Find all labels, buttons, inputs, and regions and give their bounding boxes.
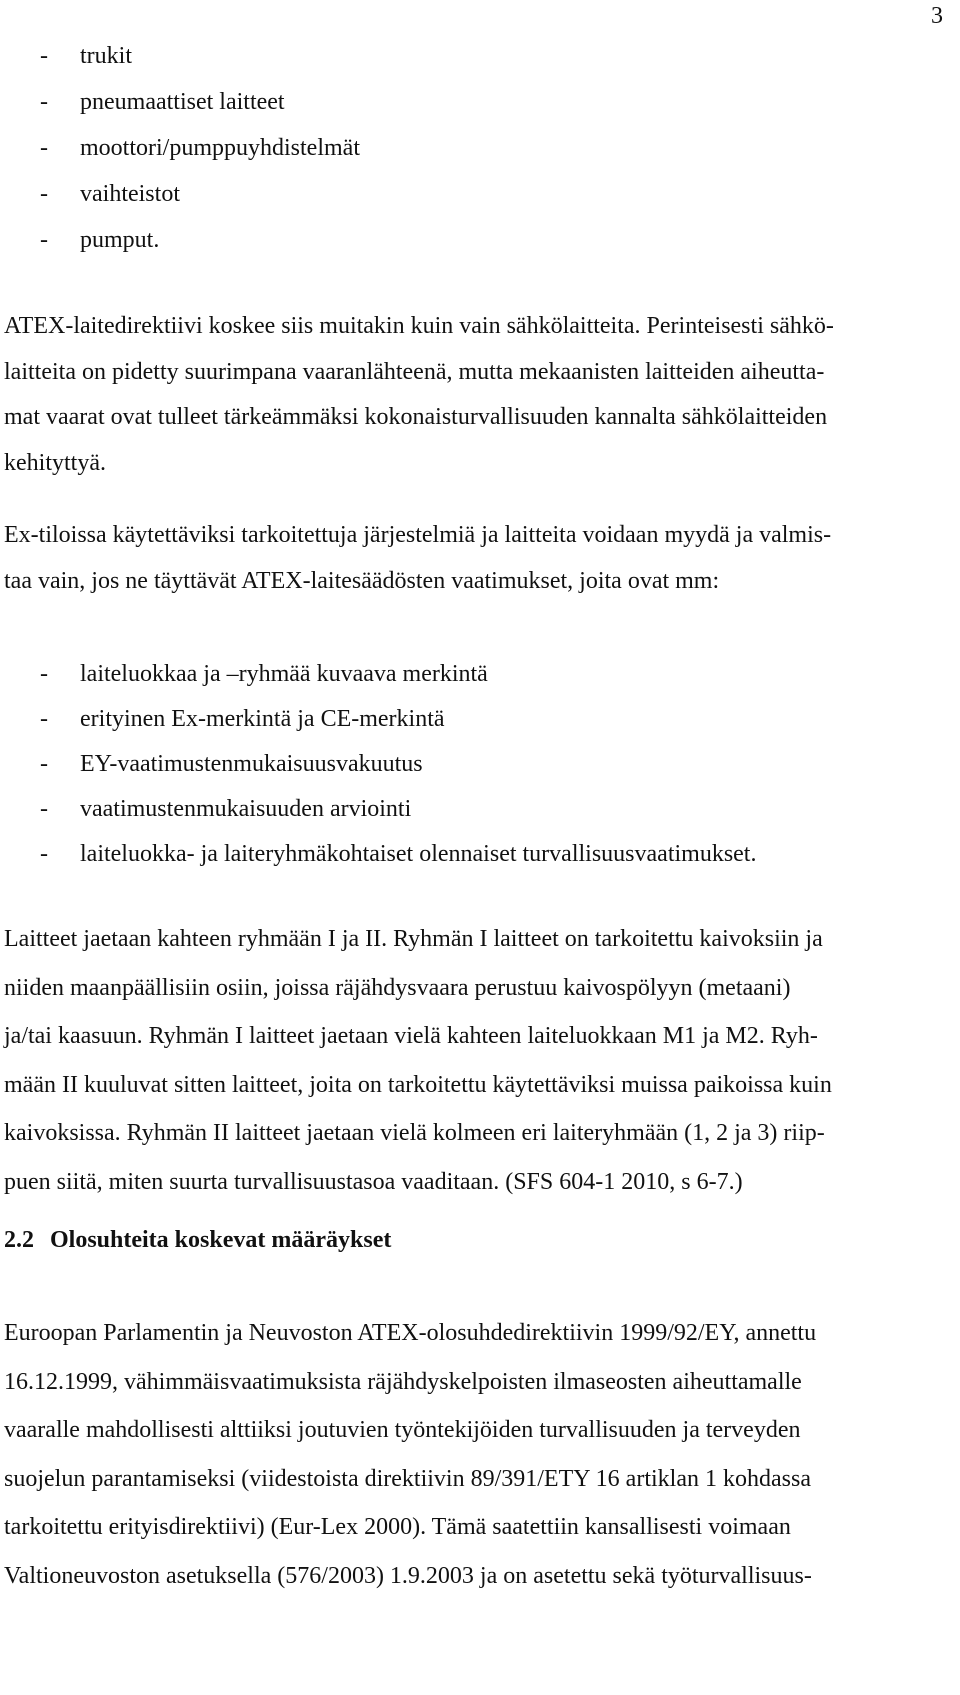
section-number: 2.2 xyxy=(4,1227,34,1253)
list-dash: - xyxy=(40,751,48,777)
list-item-text: EY-vaatimustenmukaisuusvakuutus xyxy=(80,751,423,777)
list-item-text: vaatimustenmukaisuuden arviointi xyxy=(80,796,412,822)
paragraph-atex-workplace-directive: Euroopan Parlamentin ja Neuvoston ATEX-olosuhdedirektiivin 1999/92/EY, annettu 16.12.1999, vähimmäisvaatimuksista räjähdyskelpoisten ilmaseosten aiheuttamalle vaaralle mahdollisesti alttiiksi joutuvien työntekijöiden turvallisuuden ja terveyden suojelun parantamiseksi (viidestoista direktiivin 89/391/ETY 16 artiklan 1 kohdassa tarkoitettu erityisdirektiivi) (Eur-Lex 2000). Tämä saatettiin kansallisesti voimaan Valtioneuvoston asetuksella (576/2003) 1.9.2003 ja on asetettu sekä työturvallisuus- xyxy=(4,1320,817,1589)
list-dash: - xyxy=(40,43,48,69)
paragraph-equipment-groups: Laitteet jaetaan kahteen ryhmään I ja II. Ryhmän I laitteet on tarkoitettu kaivoksiin ja niiden maanpäällisiin osiin, joissa räjähdysvaara perustuu kaivospölyyn (metaani) ja/tai kaasuun. Ryhmän I laitteet jaetaan vielä kahteen laiteluokkaan M1 ja M2. Ryh- mään II kuuluvat sitten laitteet, joita on tarkoitettu käytettäviksi muissa paikoissa kuin kaivoksissa. Ryhmän II laitteet jaetaan vielä kolmeen eri laiteryhmään (1, 2 ja 3) riip- puen siitä, miten suurta turvallisuustasoa vaaditaan. (SFS 604-1 2010, s 6-7.) xyxy=(4,926,832,1195)
list-item-text: laiteluokkaa ja –ryhmää kuvaava merkintä xyxy=(80,661,488,687)
requirements-list xyxy=(40,658,756,883)
list-item xyxy=(40,658,756,703)
equipment-list xyxy=(40,40,360,270)
list-item-text: moottori/pumppuyhdistelmät xyxy=(80,135,360,161)
list-dash: - xyxy=(40,227,48,253)
section-heading xyxy=(4,1224,391,1256)
list-dash: - xyxy=(40,841,48,867)
section-title: Olosuhteita koskevat määräykset xyxy=(50,1227,392,1253)
list-dash: - xyxy=(40,89,48,115)
paragraph-ex-area-requirements: Ex-tiloissa käytettäviksi tarkoitettuja järjestelmiä ja laitteita voidaan myydä ja valmis- taa vain, jos ne täyttävät ATEX-laitesäädösten vaatimukset, joita ovat mm: xyxy=(4,522,832,594)
page-number: 3 xyxy=(931,3,943,29)
list-item xyxy=(40,40,360,86)
list-item xyxy=(40,224,360,270)
list-item-text: pneumaattiset laitteet xyxy=(80,89,285,115)
list-item-text: pumput. xyxy=(80,227,160,253)
list-item-text: erityinen Ex-merkintä ja CE-merkintä xyxy=(80,706,445,732)
list-item xyxy=(40,703,756,748)
list-item xyxy=(40,793,756,838)
list-item-text: vaihteistot xyxy=(80,181,180,207)
list-dash: - xyxy=(40,181,48,207)
list-item xyxy=(40,178,360,224)
paragraph-atex-device-directive: ATEX-laitedirektiivi koskee siis muitakin kuin vain sähkölaitteita. Perinteisesti sähkö- laitteita on pidetty suurimpana vaaranlähteenä, mutta mekaanisten laitteiden aiheutta- mat vaarat ovat tulleet tärkeämmäksi kokonaisturvallisuuden kannalta sähkölaitteiden kehityttyä. xyxy=(4,313,834,476)
list-item-text: laiteluokka- ja laiteryhmäkohtaiset olennaiset turvallisuusvaatimukset. xyxy=(80,841,757,867)
list-item xyxy=(40,86,360,132)
list-dash: - xyxy=(40,661,48,687)
list-item xyxy=(40,132,360,178)
list-dash: - xyxy=(40,796,48,822)
list-dash: - xyxy=(40,135,48,161)
list-item-text: trukit xyxy=(80,43,132,69)
list-item xyxy=(40,748,756,793)
list-item xyxy=(40,838,756,883)
list-dash: - xyxy=(40,706,48,732)
